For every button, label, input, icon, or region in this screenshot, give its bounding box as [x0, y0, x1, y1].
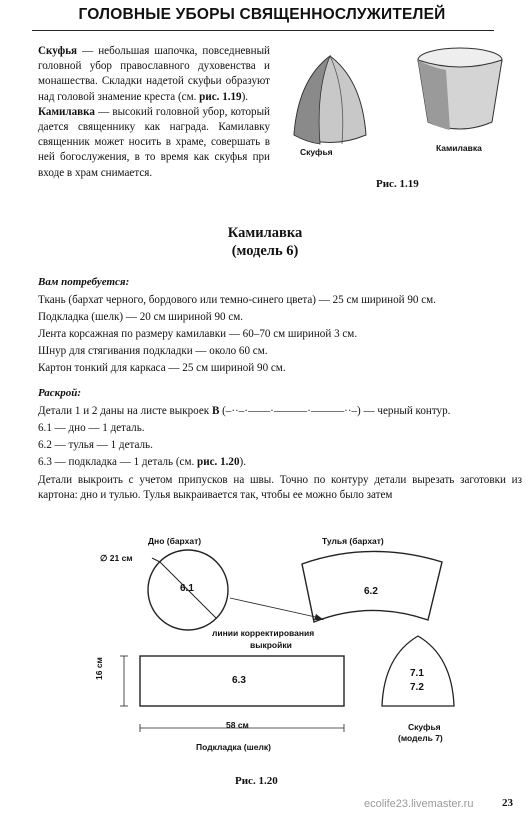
label-kamilavka: Камилавка — [436, 143, 482, 153]
needs-heading: Вам потребуется: — [38, 276, 130, 288]
cut-item — [38, 456, 246, 468]
dno-label: Дно (бархат) — [148, 536, 202, 546]
skufia-pattern-label: Скуфья — [408, 722, 441, 732]
cut-line1-b: В — [211, 405, 220, 417]
podkladka-label: Подкладка (шелк) — [196, 742, 271, 752]
needs-item: Подкладка (шелк) — 20 см шириной 90 см. — [38, 311, 244, 323]
intro-p1-end: ). — [241, 90, 249, 103]
diameter-label: ∅ 21 см — [100, 553, 133, 563]
cut-heading: Раскрой: — [38, 387, 82, 399]
piece-6-3-label: 6.3 — [232, 675, 246, 686]
cut-item3-ref: рис. 1.20 — [197, 456, 240, 468]
piece-7-2-label: 7.2 — [410, 682, 424, 693]
needs-item: Шнур для стягивания подкладки — около 60 см. — [38, 345, 268, 357]
intro-paragraph-skufia — [38, 44, 270, 105]
kamilavka-drawing — [418, 48, 502, 130]
piece-6-2-label: 6.2 — [364, 586, 378, 597]
cut-line1-a: Детали 1 и 2 даны на листе выкроек — [38, 405, 212, 417]
page-number: 23 — [502, 797, 513, 809]
width-label: 58 см — [226, 720, 249, 730]
cut-paragraph: Детали выкроить с учетом припусков на швы. Точно по контуру детали вырезать заготовки из картона: дно и тулью. Тулья выкраивается так, чтобы ее можно было затем — [38, 474, 522, 502]
cut-item: 6.1 — дно — 1 деталь. — [38, 422, 145, 434]
section-title: Камилавка — [227, 225, 303, 241]
figure-1-19-drawing — [280, 40, 520, 190]
intro-text — [38, 44, 270, 181]
skufia-model-label: (модель 7) — [398, 733, 443, 743]
height-label: 16 см — [94, 657, 104, 680]
header-rule — [32, 30, 494, 31]
cut-item3-c: ). — [239, 456, 246, 468]
cut-line — [38, 405, 450, 417]
intro-p2-text: — высокий головной убор, который дается священнику как награда. Камилавку священник может носить в храме, совершать в ней богослужения, в то время как скуфья при входе в храм снимается. — [38, 105, 270, 179]
figure-1-20-caption: Рис. 1.20 — [235, 775, 278, 787]
needs-item: Ткань (бархат черного, бордового или темно-синего цвета) — 25 см шириной 90 см. — [38, 294, 436, 306]
intro-p1-ref: рис. 1.19 — [199, 90, 242, 103]
cut-line1-c: (–··–·––––·––––––·––––––··–) — черный контур. — [219, 405, 451, 417]
term-kamilavka: Камилавка — [38, 105, 95, 118]
label-skufia: Скуфья — [300, 147, 333, 157]
section-subtitle: (модель 6) — [231, 243, 299, 259]
page-header: ГОЛОВНЫЕ УБОРЫ СВЯЩЕННОСЛУЖИТЕЛЕЙ — [78, 6, 446, 23]
correction-label-1: линии корректирования — [212, 628, 315, 638]
skufia-drawing — [294, 56, 366, 144]
intro-p1-text: — небольшая шапочка, повседневный головной убор православного духовенства и монашества. Складки надетой скуфьи образуют над головой знамение креста (см. — [38, 45, 270, 103]
needs-item: Картон тонкий для каркаса — 25 см шириной 90 см. — [38, 362, 286, 374]
needs-item: Лента корсажная по размеру камилавки — 60–70 см шириной 3 см. — [38, 328, 358, 340]
cut-item: 6.2 — тулья — 1 деталь. — [38, 439, 153, 451]
correction-label-2: выкройки — [250, 640, 292, 650]
piece-6-1-label: 6.1 — [180, 583, 194, 594]
term-skufia: Скуфья — [38, 45, 78, 57]
correction-pointer — [230, 598, 320, 618]
piece-7-1-label: 7.1 — [410, 668, 424, 679]
watermark: ecolife23.livemaster.ru — [364, 798, 474, 810]
intro-paragraph-kamilavka — [38, 105, 270, 181]
cut-item3-a: 6.3 — подкладка — 1 деталь (см. — [38, 456, 198, 468]
figure-1-19-caption: Рис. 1.19 — [376, 178, 419, 190]
tulia-label: Тулья (бархат) — [322, 536, 384, 546]
